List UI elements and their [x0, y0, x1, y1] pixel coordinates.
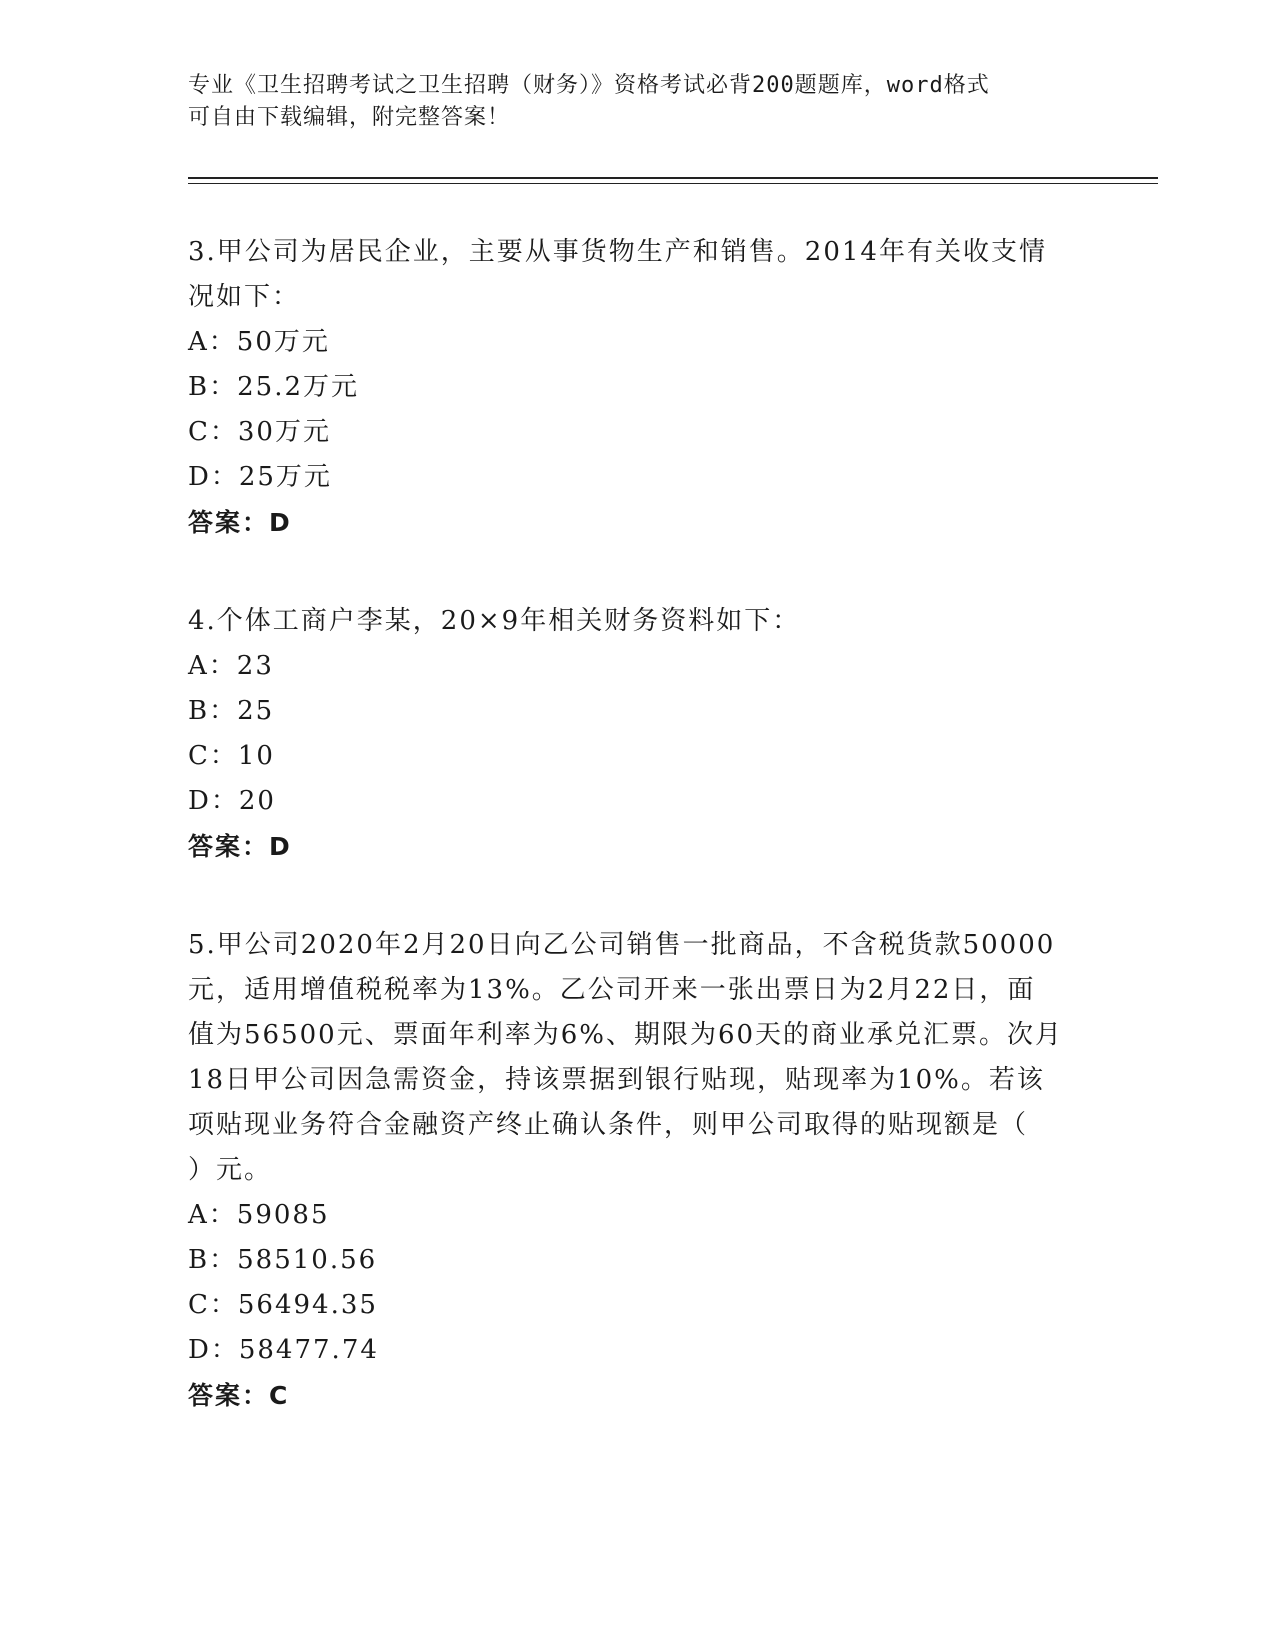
option-c: C：10: [188, 741, 275, 771]
question-text: [188, 923, 1088, 1193]
question-list: [188, 230, 1088, 1472]
header-line-2: 可自由下载编辑，附完整答案！: [188, 105, 511, 130]
question-text-line: 况如下：: [188, 282, 301, 312]
question-text-line: 元，适用增值税税率为13%。乙公司开来一张出票日为2月22日，面: [188, 975, 1036, 1005]
document-header: [188, 70, 1088, 134]
option-b: B：25.2万元: [188, 372, 359, 402]
question-4: [188, 599, 1088, 869]
header-line-1: 专业《卫生招聘考试之卫生招聘（财务）》资格考试必背200题题库，word格式: [188, 73, 990, 98]
question-text-line: 18日甲公司因急需资金，持该票据到银行贴现，贴现率为10%。若该: [188, 1065, 1045, 1095]
question-text-line: 5.甲公司2020年2月20日向乙公司销售一批商品，不含税货款50000: [188, 930, 1056, 960]
option-b: B：25: [188, 696, 275, 726]
question-text-line: 值为56500元、票面年利率为6%、期限为60天的商业承兑汇票。次月: [188, 1020, 1064, 1050]
option-a: A：50万元: [188, 327, 330, 357]
answer-label: 答案：D: [188, 832, 292, 861]
question-3: [188, 230, 1088, 545]
option-c: C：30万元: [188, 417, 331, 447]
question-5: [188, 923, 1088, 1418]
option-a: A：59085: [188, 1200, 330, 1230]
option-c: C：56494.35: [188, 1290, 378, 1320]
option-d: D：25万元: [188, 462, 332, 492]
answer-label: 答案：D: [188, 508, 292, 537]
question-text-line: 4.个体工商户李某，20×9年相关财务资料如下：: [188, 606, 801, 636]
header-divider-thick: [188, 177, 1158, 179]
question-text: [188, 599, 1088, 644]
option-b: B：58510.56: [188, 1245, 378, 1275]
question-text-line: ）元。: [188, 1155, 273, 1185]
header-divider-thin: [188, 183, 1158, 184]
question-text-line: 3.甲公司为居民企业，主要从事货物生产和销售。2014年有关收支情: [188, 237, 1047, 267]
question-text: [188, 230, 1088, 320]
answer-label: 答案：C: [188, 1381, 290, 1410]
option-d: D：20: [188, 786, 276, 816]
option-d: D：58477.74: [188, 1335, 379, 1365]
question-text-line: 项贴现业务符合金融资产终止确认条件，则甲公司取得的贴现额是（: [188, 1110, 1029, 1140]
option-a: A：23: [188, 651, 274, 681]
